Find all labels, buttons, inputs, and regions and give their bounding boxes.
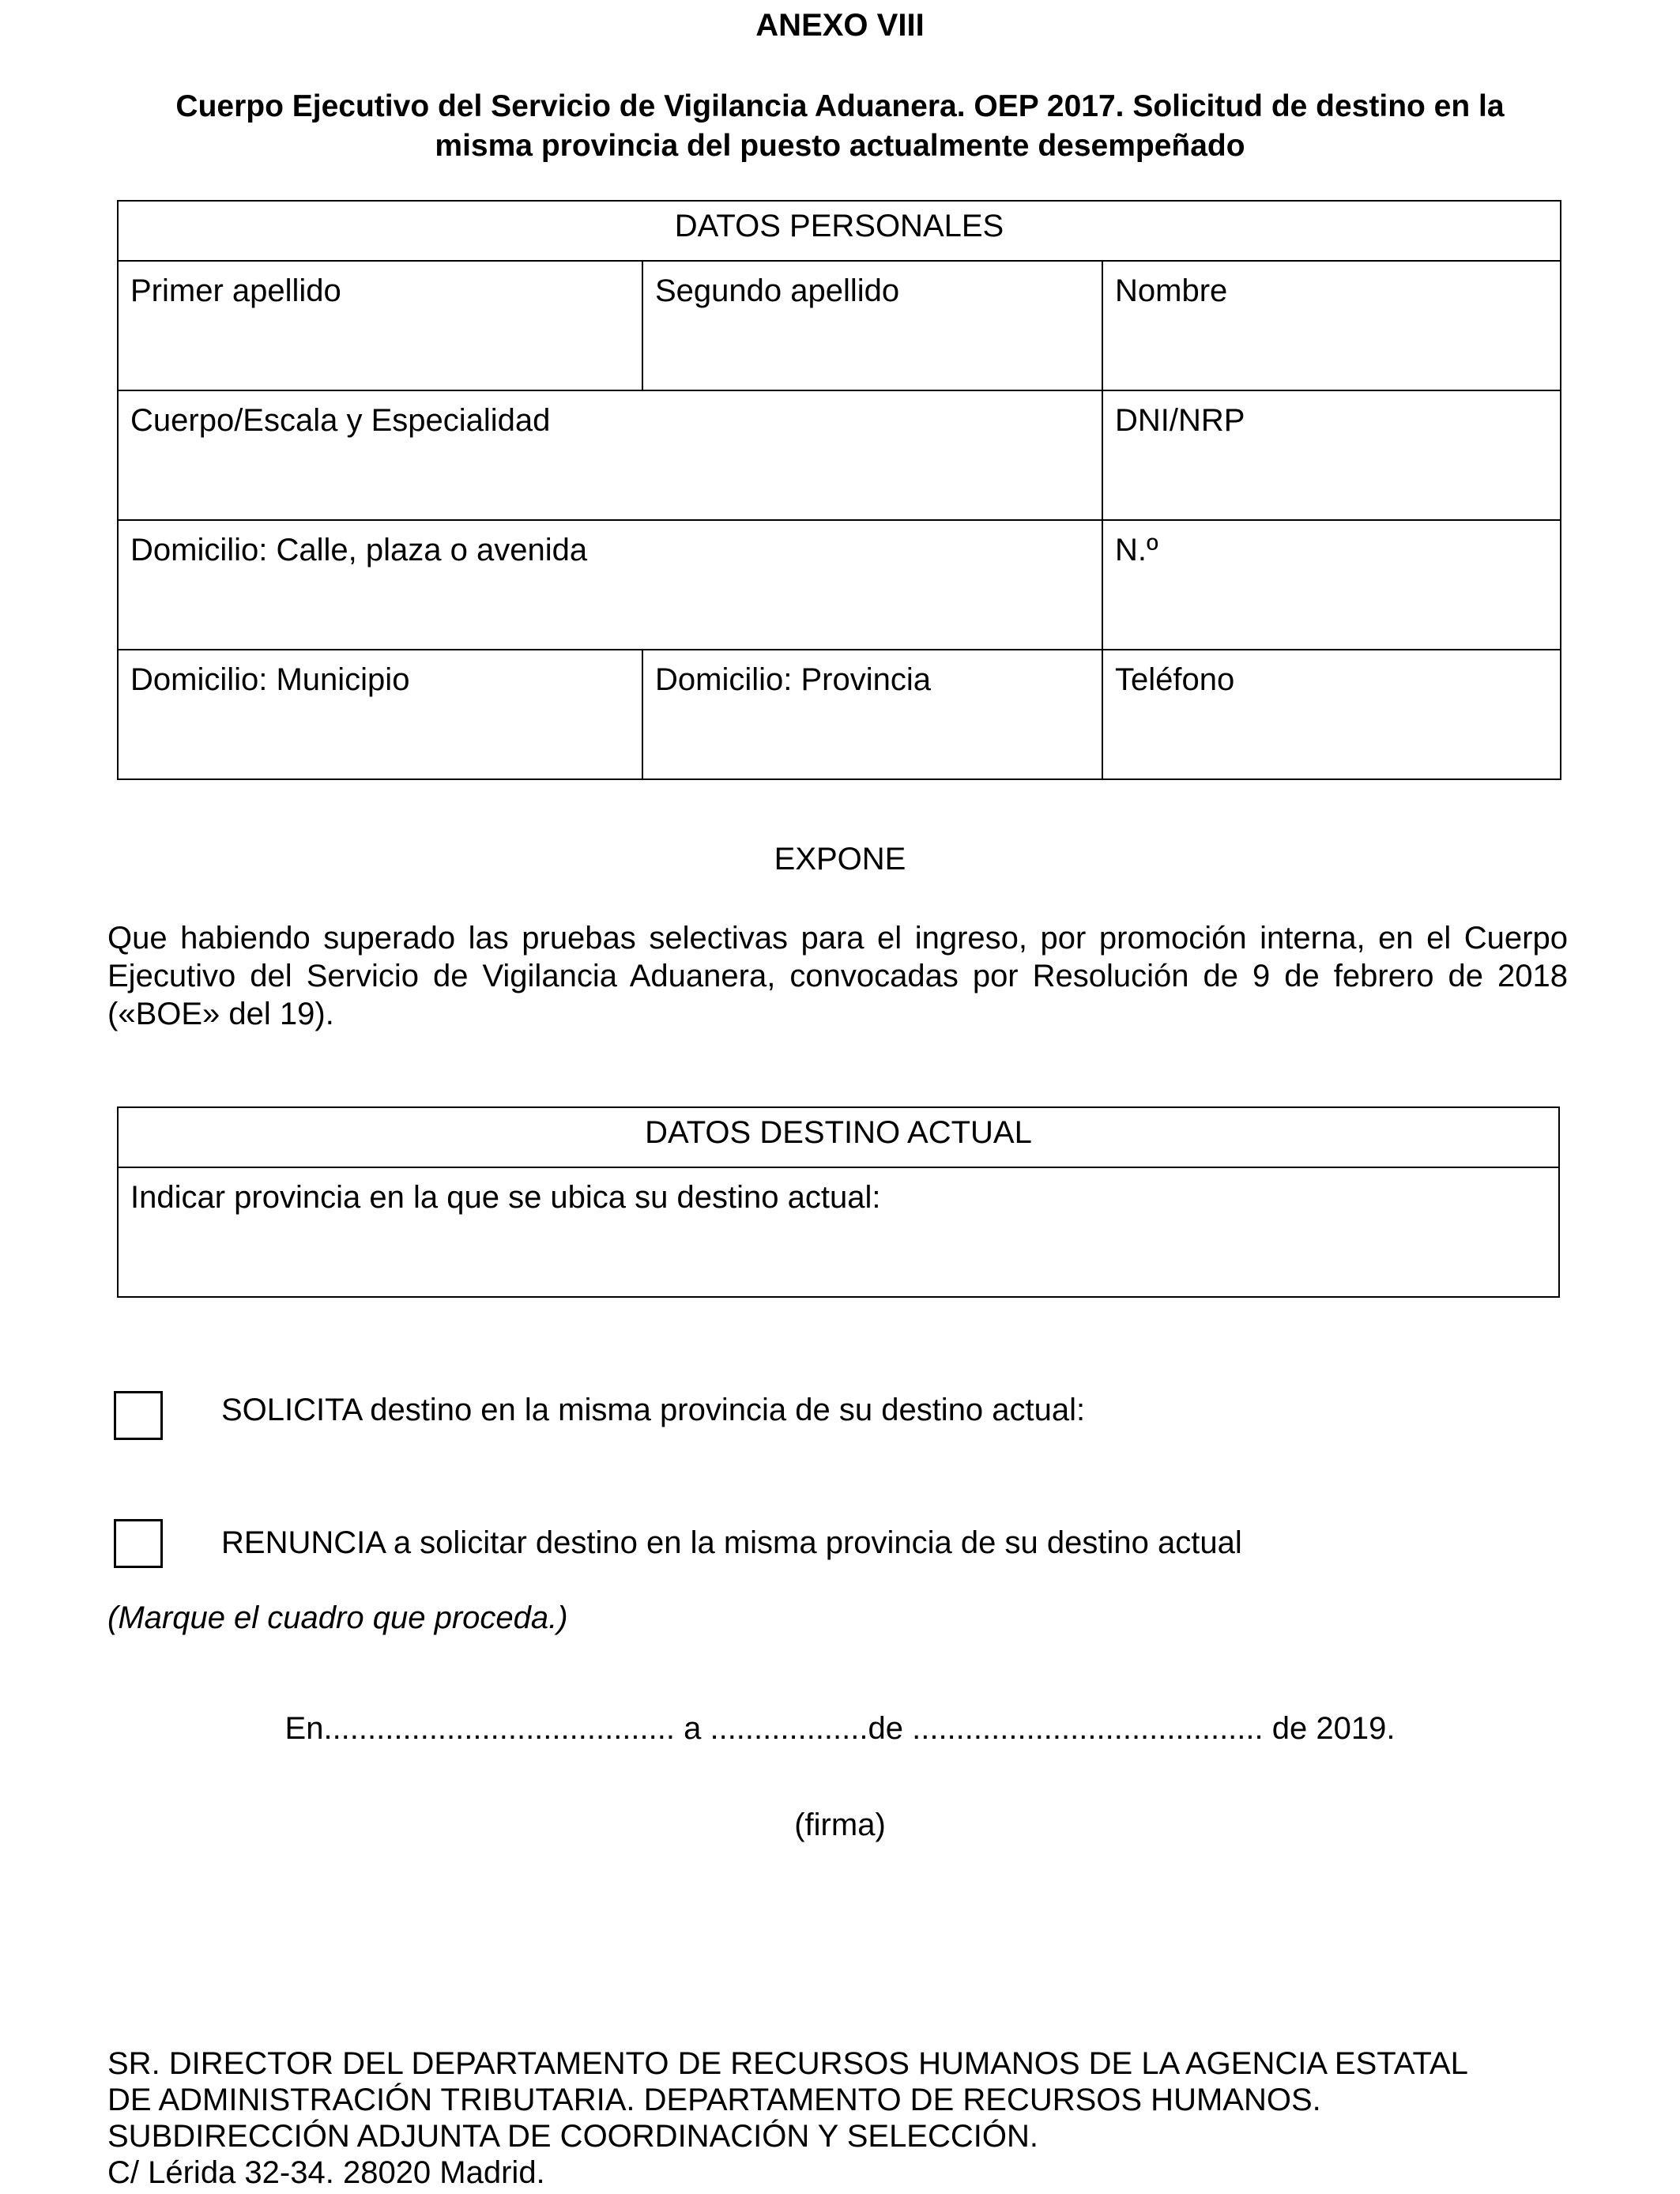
expone-paragraph: Que habiendo superado las pruebas selectivas para el ingreso, por promoción interna, en el Cuerpo Ejecutivo del Servicio de Vigilancia Aduanera, convocadas por Resolución de 9 de febrero de 2018 («BOE» del 19). bbox=[107, 921, 1568, 1031]
expone-heading: EXPONE bbox=[774, 842, 906, 876]
instruction-note: (Marque el cuadro que proceda.) bbox=[107, 1600, 568, 1635]
number-label: N.º bbox=[1115, 533, 1158, 567]
province-field[interactable] bbox=[642, 650, 1102, 779]
addressee-line-4: C/ Lérida 32-34. 28020 Madrid. bbox=[107, 2155, 545, 2190]
document-title-line-1: Cuerpo Ejecutivo del Servicio de Vigilancia Aduanera. OEP 2017. Solicitud de destino en la bbox=[175, 89, 1505, 123]
renuncia-checkbox[interactable] bbox=[114, 1519, 163, 1568]
street-label: Domicilio: Calle, plaza o avenida bbox=[130, 533, 588, 567]
addressee-line-1: SR. DIRECTOR DEL DEPARTAMENTO DE RECURSOS HUMANOS DE LA AGENCIA ESTATAL bbox=[107, 2046, 1468, 2081]
name-label: Nombre bbox=[1115, 273, 1228, 308]
corps-field[interactable] bbox=[118, 390, 1102, 520]
dni-field[interactable] bbox=[1102, 390, 1561, 520]
signature-label: (firma) bbox=[794, 1808, 886, 1842]
current-post-table bbox=[117, 1106, 1560, 1298]
date-line: En........................................ a ..................de ........................................ de 2019. bbox=[284, 1711, 1396, 1746]
current-province-label: Indicar provincia en la que se ubica su destino actual: bbox=[130, 1180, 881, 1215]
municipality-label: Domicilio: Municipio bbox=[130, 662, 410, 697]
current-province-field[interactable] bbox=[118, 1167, 1559, 1297]
corps-label: Cuerpo/Escala y Especialidad bbox=[130, 403, 551, 438]
name-field[interactable] bbox=[1102, 261, 1561, 390]
annex-title: ANEXO VIII bbox=[755, 8, 925, 43]
document-title-line-2: misma provincia del puesto actualmente desempeñado bbox=[435, 129, 1245, 163]
province-label: Domicilio: Provincia bbox=[655, 662, 931, 697]
number-field[interactable] bbox=[1102, 520, 1561, 650]
street-field[interactable] bbox=[118, 520, 1102, 650]
phone-label: Teléfono bbox=[1115, 662, 1235, 697]
first-surname-label: Primer apellido bbox=[130, 273, 341, 308]
solicita-label: SOLICITA destino en la misma provincia de su destino actual: bbox=[221, 1393, 1086, 1427]
current-post-header: DATOS DESTINO ACTUAL bbox=[118, 1107, 1559, 1167]
phone-field[interactable] bbox=[1102, 650, 1561, 779]
addressee-line-3: SUBDIRECCIÓN ADJUNTA DE COORDINACIÓN Y SELECCIÓN. bbox=[107, 2119, 1038, 2154]
municipality-field[interactable] bbox=[118, 650, 642, 779]
addressee-block bbox=[107, 2045, 1609, 2191]
first-surname-field[interactable] bbox=[118, 261, 642, 390]
document-title bbox=[119, 87, 1561, 166]
dni-label: DNI/NRP bbox=[1115, 403, 1245, 438]
renuncia-label: RENUNCIA a solicitar destino en la misma provincia de su destino actual bbox=[221, 1525, 1242, 1560]
personal-data-table bbox=[117, 200, 1561, 780]
second-surname-field[interactable] bbox=[642, 261, 1102, 390]
solicita-checkbox[interactable] bbox=[114, 1391, 163, 1440]
second-surname-label: Segundo apellido bbox=[655, 273, 900, 308]
personal-data-header: DATOS PERSONALES bbox=[118, 201, 1561, 261]
addressee-line-2: DE ADMINISTRACIÓN TRIBUTARIA. DEPARTAMENTO DE RECURSOS HUMANOS. bbox=[107, 2083, 1321, 2117]
